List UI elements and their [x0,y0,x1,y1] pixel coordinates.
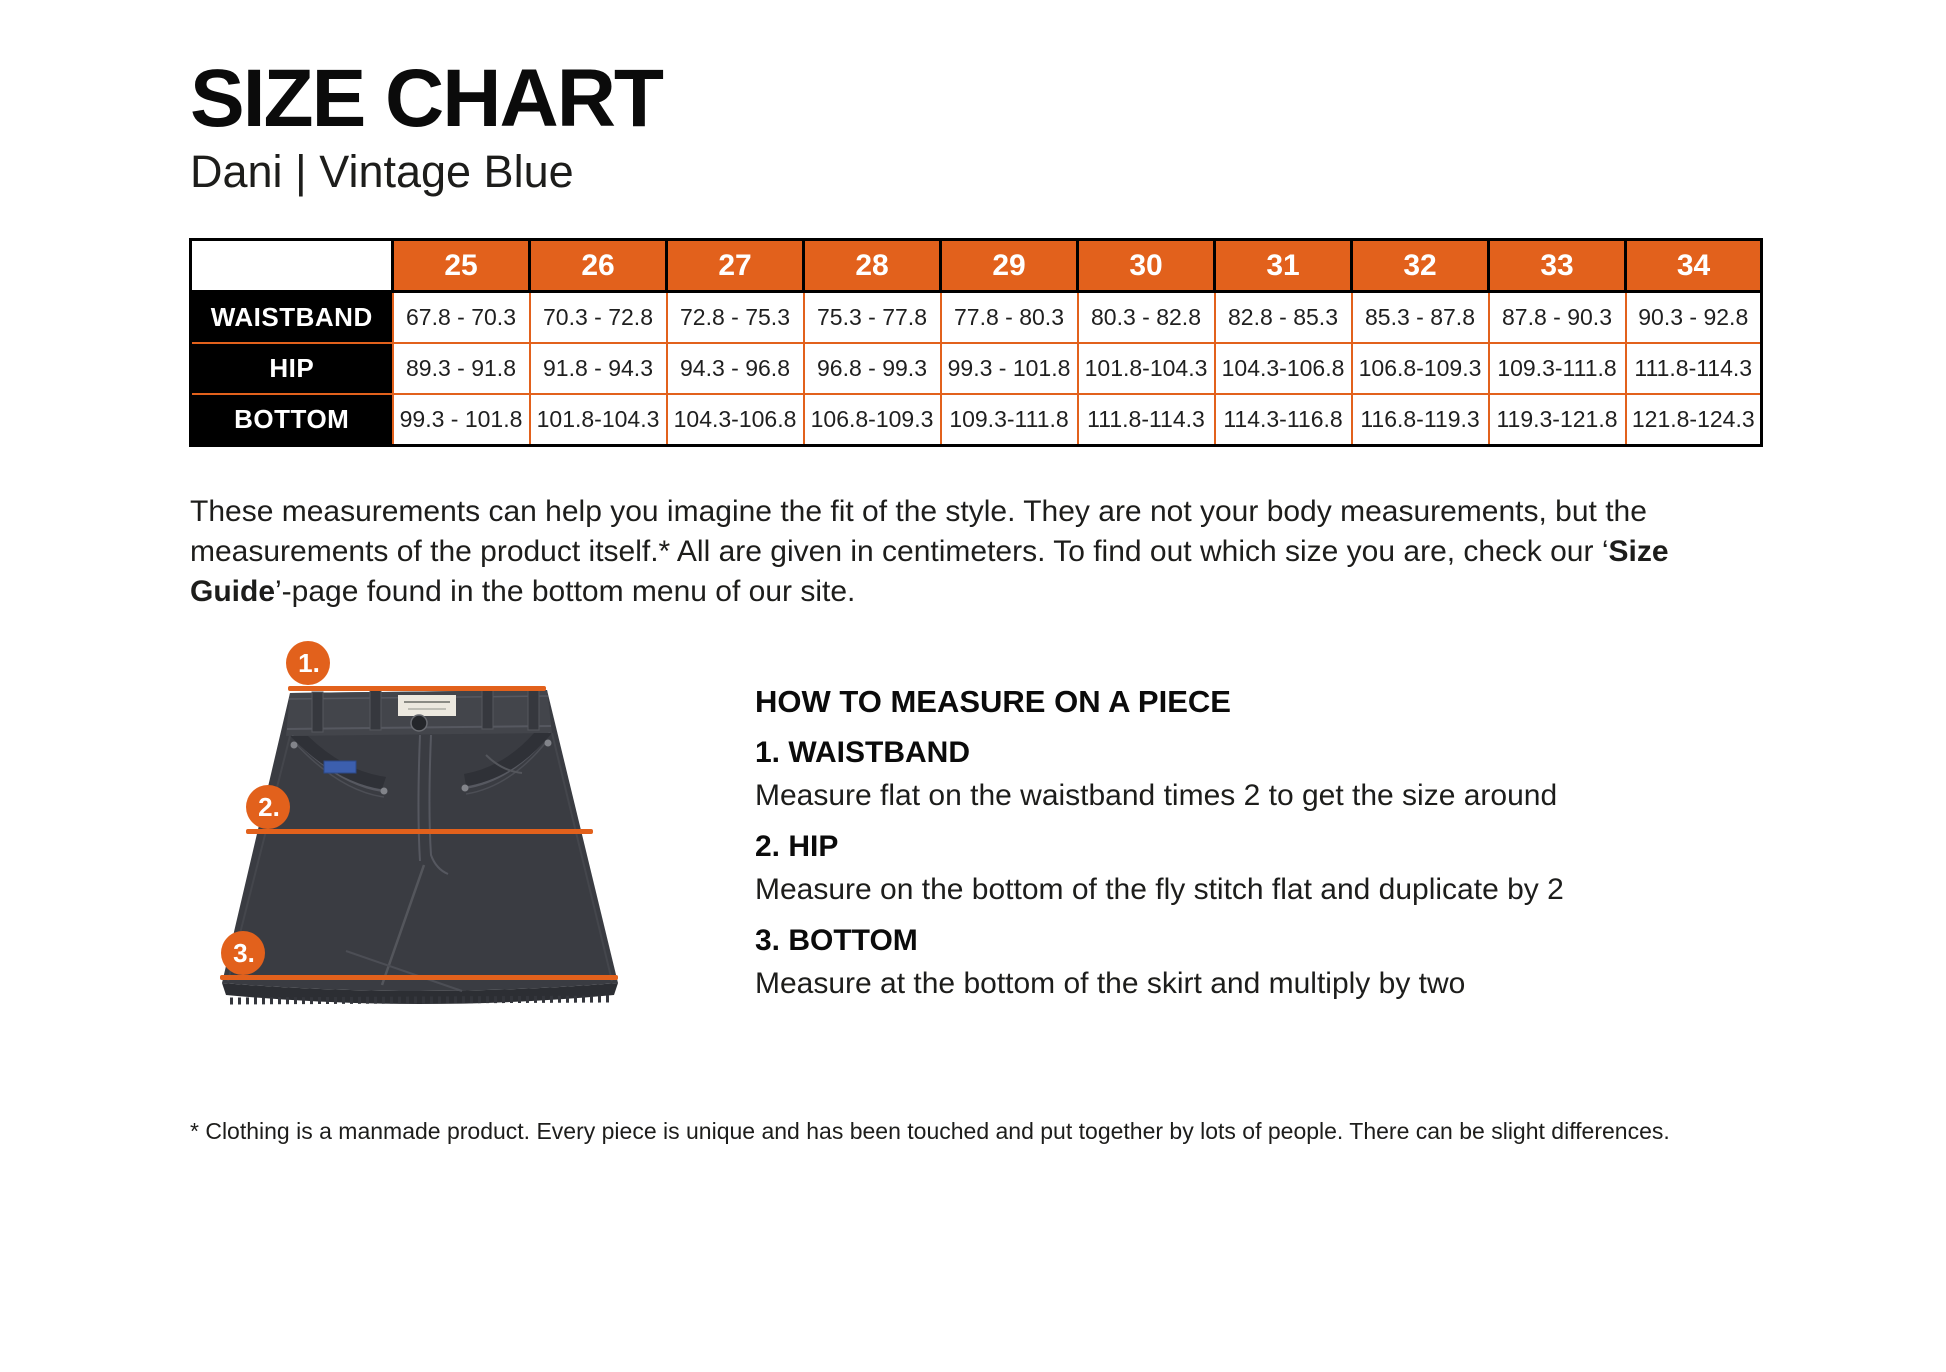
step-3-text: Measure at the bottom of the skirt and multiply by two [755,967,1466,1000]
bottom-measure-line [220,975,618,980]
measurement-cell: 85.3 - 87.8 [1352,292,1489,344]
measurement-cell: 114.3-116.8 [1215,394,1352,446]
measurement-cell: 82.8 - 85.3 [1215,292,1352,344]
waistband-measure-line [288,686,546,691]
measurement-description [190,492,1775,612]
size-column-header: 32 [1352,240,1489,292]
measurement-cell: 104.3-106.8 [1215,343,1352,394]
product-subtitle: Dani | Vintage Blue [190,146,574,197]
brand-tab [324,761,356,773]
measurement-cell: 80.3 - 82.8 [1078,292,1215,344]
row-label-hip: HIP [191,343,393,394]
measurement-cell: 91.8 - 94.3 [530,343,667,394]
table-row-bottom [191,394,1762,446]
measurement-cell: 94.3 - 96.8 [667,343,804,394]
size-column-header: 30 [1078,240,1215,292]
marker-1-badge: 1. [286,641,330,685]
measurement-cell: 89.3 - 91.8 [393,343,530,394]
manufacturing-footnote: * Clothing is a manmade product. Every piece is unique and has been touched and put together by lots of people. There can be slight differences. [190,1118,1670,1144]
how-to-measure-section [755,684,1735,1002]
table-row-hip [191,343,1762,394]
size-column-header: 28 [804,240,941,292]
step-1-heading: 1. WAISTBAND [755,736,971,769]
description-text: These measurements can help you imagine the fit of the style. They are not your body measurements, but the measurements of the product itself.* All are given in centimeters. To find out which size you are, check our ‘ [190,495,1647,568]
skirt-measurement-diagram [186,633,646,1073]
header [190,53,662,198]
measurement-cell: 111.8-114.3 [1078,394,1215,446]
size-column-header: 27 [667,240,804,292]
step-1-text: Measure flat on the waistband times 2 to get the size around [755,779,1558,812]
size-column-header: 26 [530,240,667,292]
measurement-cell: 99.3 - 101.8 [941,343,1078,394]
table-row-waistband [191,292,1762,344]
hip-measure-line [246,829,593,834]
size-column-header: 29 [941,240,1078,292]
measurement-cell: 75.3 - 77.8 [804,292,941,344]
measurement-cell: 121.8-124.3 [1626,394,1762,446]
description-text-after: ’-page found in the bottom menu of our site. [275,575,856,608]
denim-skirt-image [186,633,646,1073]
measurement-cell: 96.8 - 99.3 [804,343,941,394]
measurement-cell: 106.8-109.3 [804,394,941,446]
marker-2-badge: 2. [246,785,290,829]
step-3-heading: 3. BOTTOM [755,924,918,957]
size-column-header: 34 [1626,240,1762,292]
size-table [189,238,1763,447]
measurement-cell: 104.3-106.8 [667,394,804,446]
measurement-cell: 72.8 - 75.3 [667,292,804,344]
measurement-cell: 99.3 - 101.8 [393,394,530,446]
size-header-row [191,240,1762,292]
size-column-header: 33 [1489,240,1626,292]
measurement-cell: 67.8 - 70.3 [393,292,530,344]
measurement-cell: 101.8-104.3 [530,394,667,446]
how-to-measure-title: HOW TO MEASURE ON A PIECE [755,684,1231,719]
measurement-cell: 90.3 - 92.8 [1626,292,1762,344]
page-title: SIZE CHART [190,53,662,144]
table-corner-cell [191,240,393,292]
size-column-header: 31 [1215,240,1352,292]
measurement-cell: 70.3 - 72.8 [530,292,667,344]
measurement-cell: 109.3-111.8 [941,394,1078,446]
measurement-cell: 111.8-114.3 [1626,343,1762,394]
step-2-heading: 2. HIP [755,830,839,863]
measurement-cell: 101.8-104.3 [1078,343,1215,394]
measurement-cell: 77.8 - 80.3 [941,292,1078,344]
measurement-cell: 106.8-109.3 [1352,343,1489,394]
row-label-waistband: WAISTBAND [191,292,393,344]
size-column-header: 25 [393,240,530,292]
skirt-button [411,715,427,731]
measurement-cell: 116.8-119.3 [1352,394,1489,446]
step-2-text: Measure on the bottom of the fly stitch flat and duplicate by 2 [755,873,1564,906]
row-label-bottom: BOTTOM [191,394,393,446]
size-guide-link-text: Size Guide [190,535,1669,608]
measurement-cell: 87.8 - 90.3 [1489,292,1626,344]
measurement-cell: 119.3-121.8 [1489,394,1626,446]
measurement-cell: 109.3-111.8 [1489,343,1626,394]
waistband-label [398,695,456,716]
marker-3-badge: 3. [221,931,265,975]
